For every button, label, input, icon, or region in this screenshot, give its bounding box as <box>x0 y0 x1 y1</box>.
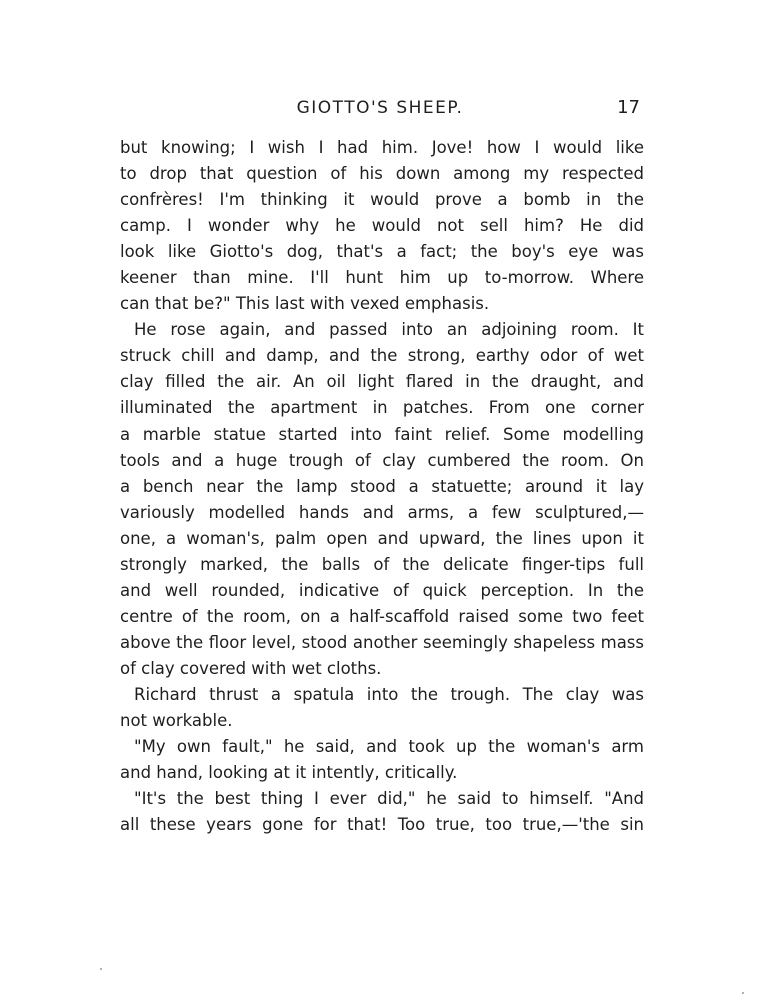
running-title: GIOTTO'S SHEEP. <box>296 98 464 118</box>
paper-speck <box>742 992 744 994</box>
text-line: clay filled the air. An oil light flared in the draught, and <box>120 372 644 392</box>
text-line: "My own fault," he said, and took up the woman's arm <box>134 737 644 757</box>
text-line: struck chill and damp, and the strong, earthy odor of wet <box>120 346 644 366</box>
paper-speck <box>100 968 102 970</box>
text-line: above the floor level, stood another seemingly shapeless mass <box>120 632 644 652</box>
text-line: tools and a huge trough of clay cumbered the room. On <box>120 450 644 470</box>
text-line: all these years gone for that! Too true, too true,—'the sin <box>120 815 644 835</box>
text-line: "It's the best thing I ever did," he said to himself. "And <box>134 789 644 809</box>
text-line: but knowing; I wish I had him. Jove! how I would like <box>120 138 644 157</box>
text-line: illuminated the apartment in patches. From one corner <box>120 398 644 418</box>
text-line: camp. I wonder why he would not sell him? He did <box>120 216 644 236</box>
text-line: strongly marked, the balls of the delicate finger-tips full <box>120 554 644 574</box>
text-line: centre of the room, on a half-scaffold raised some two feet <box>120 606 644 626</box>
text-line: confrères! I'm thinking it would prove a bomb in the <box>120 190 644 210</box>
text-line: and hand, looking at it intently, critically. <box>120 763 458 783</box>
text-line: a bench near the lamp stood a statuette; around it lay <box>120 476 644 496</box>
text-line: to drop that question of his down among my respected <box>120 164 644 184</box>
text-line: variously modelled hands and arms, a few sculptured,— <box>120 502 644 522</box>
text-line: keener than mine. I'll hunt him up to-morrow. Where <box>120 268 644 288</box>
body-text <box>120 135 644 838</box>
text-line: He rose again, and passed into an adjoining room. It <box>134 320 644 340</box>
text-line: look like Giotto's dog, that's a fact; the boy's eye was <box>120 242 644 262</box>
text-line: and well rounded, indicative of quick perception. In the <box>120 580 644 600</box>
text-line: one, a woman's, palm open and upward, the lines upon it <box>120 528 644 548</box>
page-number: 17 <box>617 97 640 118</box>
text-line: Richard thrust a spatula into the trough. The clay was <box>134 684 644 704</box>
text-line: a marble statue started into faint relief. Some modelling <box>120 424 644 444</box>
text-line: not workable. <box>120 711 233 731</box>
text-line: can that be?" This last with vexed emphasis. <box>120 294 490 314</box>
running-head <box>120 94 640 122</box>
text-line: of clay covered with wet cloths. <box>120 658 382 678</box>
